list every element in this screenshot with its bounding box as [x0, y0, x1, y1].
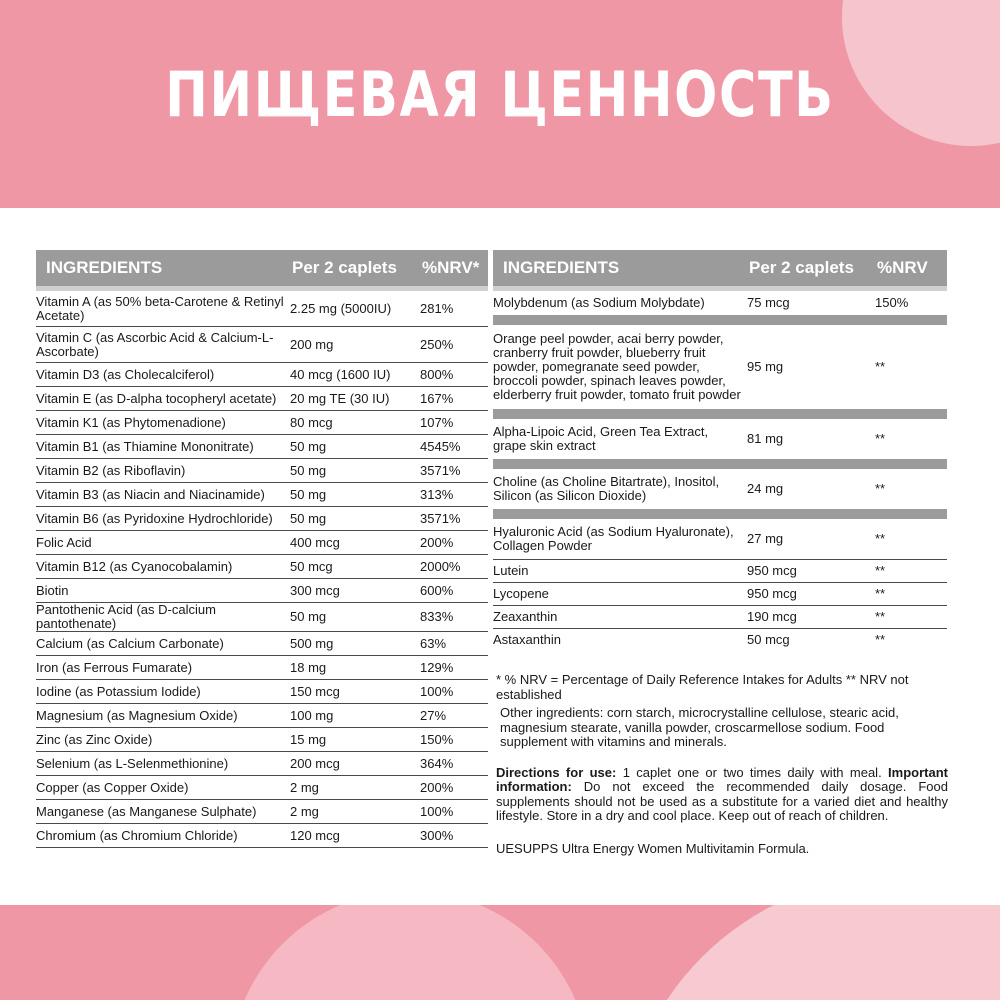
ingredient-cell: Vitamin B2 (as Riboflavin) — [36, 459, 288, 483]
table-row — [36, 531, 488, 555]
nrv-cell: 200% — [418, 776, 488, 800]
amount-cell: 81 mg — [745, 414, 873, 464]
ingredient-cell: Vitamin A (as 50% beta-Carotene & Retinyl Acetate) — [36, 289, 288, 327]
nrv-cell: 600% — [418, 579, 488, 603]
table-row — [36, 603, 488, 632]
nrv-cell: 313% — [418, 483, 488, 507]
directions-label: Directions for use: — [496, 764, 617, 780]
ingredient-cell: Vitamin B3 (as Niacin and Niacinamide) — [36, 483, 288, 507]
nrv-cell: 129% — [418, 656, 488, 680]
ingredient-cell: Alpha-Lipoic Acid, Green Tea Extract, grape skin extract — [493, 414, 745, 464]
table-row — [36, 824, 488, 848]
amount-cell: 20 mg TE (30 IU) — [288, 387, 418, 411]
nrv-cell: ** — [873, 583, 947, 606]
nrv-cell: ** — [873, 514, 947, 560]
ingredient-cell: Copper (as Copper Oxide) — [36, 776, 288, 800]
nrv-cell: ** — [873, 320, 947, 414]
nrv-cell: 100% — [418, 680, 488, 704]
nrv-cell: 4545% — [418, 435, 488, 459]
ingredient-cell: Vitamin B1 (as Thiamine Mononitrate) — [36, 435, 288, 459]
table-row — [36, 704, 488, 728]
table-row — [493, 514, 947, 560]
table-row — [36, 656, 488, 680]
nrv-cell: 281% — [418, 289, 488, 327]
ingredient-cell: Vitamin C (as Ascorbic Acid & Calcium-L-Ascorbate) — [36, 327, 288, 363]
table-row — [36, 459, 488, 483]
table-row — [36, 752, 488, 776]
nrv-cell: ** — [873, 464, 947, 514]
ingredient-cell: Lycopene — [493, 583, 745, 606]
table-row — [493, 464, 947, 514]
table-row — [36, 579, 488, 603]
amount-cell: 100 mg — [288, 704, 418, 728]
nrv-cell: ** — [873, 606, 947, 629]
nrv-cell: 27% — [418, 704, 488, 728]
nrv-cell: 364% — [418, 752, 488, 776]
table-row — [493, 629, 947, 652]
amount-cell: 400 mcg — [288, 531, 418, 555]
decorative-circle — [230, 905, 590, 1000]
table-header-row — [36, 250, 488, 289]
table-row — [493, 560, 947, 583]
ingredient-cell: Lutein — [493, 560, 745, 583]
nrv-cell: 167% — [418, 387, 488, 411]
nrv-cell: 833% — [418, 603, 488, 632]
amount-cell: 950 mcg — [745, 560, 873, 583]
amount-cell: 27 mg — [745, 514, 873, 560]
table-row — [36, 411, 488, 435]
header-banner — [0, 0, 1000, 208]
nrv-cell: 800% — [418, 363, 488, 387]
table-row — [493, 583, 947, 606]
nrv-cell: ** — [875, 632, 886, 647]
ingredient-cell: Iodine (as Potassium Iodide) — [36, 680, 288, 704]
amount-cell: 50 mcg — [288, 555, 418, 579]
table-row — [36, 289, 488, 327]
nrv-footnote: * % NRV = Percentage of Daily Reference Intakes for Adults ** NRV not established — [496, 672, 909, 702]
ingredient-cell: Hyaluronic Acid (as Sodium Hyaluronate), Collagen Powder — [493, 514, 745, 560]
table-row — [36, 680, 488, 704]
ingredient-cell: Pantothenic Acid (as D-calcium pantothenate) — [36, 603, 288, 632]
ingredient-cell: Vitamin D3 (as Cholecalciferol) — [36, 363, 288, 387]
ingredient-cell: Folic Acid — [36, 531, 288, 555]
table-row — [493, 606, 947, 629]
nrv-cell: 150% — [418, 728, 488, 752]
nrv-cell: 200% — [418, 531, 488, 555]
decorative-circle — [620, 905, 1000, 1000]
label-notes — [496, 673, 948, 856]
amount-cell: 190 mcg — [745, 606, 873, 629]
amount-cell: 50 mcg — [747, 632, 790, 647]
table-row — [36, 632, 488, 656]
nrv-cell: ** — [873, 414, 947, 464]
directions-text: 1 caplet one or two times daily with meal. — [616, 764, 889, 780]
amount-cell: 24 mg — [745, 464, 873, 514]
ingredient-cell: Biotin — [36, 579, 288, 603]
table-row — [36, 728, 488, 752]
ingredient-cell: Zinc (as Zinc Oxide) — [36, 728, 288, 752]
ingredient-cell: Vitamin E (as D-alpha tocopheryl acetate) — [36, 387, 288, 411]
ingredient-cell: Chromium (as Chromium Chloride) — [36, 824, 288, 848]
amount-cell: 2.25 mg (5000IU) — [288, 289, 418, 327]
table-row — [493, 414, 947, 464]
amount-cell: 150 mcg — [288, 680, 418, 704]
important-text: Do not exceed the recommended daily dosage. Food supplements should not be used as a substitute for a varied diet and healthy lifestyle. Store in a dry and cool place. Keep out of reach of children. — [496, 779, 948, 823]
nrv-cell: 250% — [418, 327, 488, 363]
ingredient-cell: Molybdenum (as Sodium Molybdate) — [493, 289, 745, 321]
amount-cell: 75 mcg — [745, 289, 873, 321]
nrv-cell: 107% — [418, 411, 488, 435]
amount-cell: 120 mcg — [288, 824, 418, 848]
amount-cell: 200 mcg — [288, 752, 418, 776]
table-row — [36, 800, 488, 824]
ingredient-cell: Astaxanthin — [493, 632, 561, 647]
nutrition-table-right — [493, 250, 947, 651]
nrv-cell: 100% — [418, 800, 488, 824]
amount-cell: 500 mg — [288, 632, 418, 656]
amount-cell: 80 mcg — [288, 411, 418, 435]
amount-cell: 50 mg — [288, 459, 418, 483]
column-header-amount: Per 2 caplets — [745, 250, 873, 289]
column-header-ingredients: INGREDIENTS — [36, 250, 288, 289]
ingredient-cell: Vitamin B6 (as Pyridoxine Hydrochloride) — [36, 507, 288, 531]
nrv-cell: 63% — [418, 632, 488, 656]
table-row — [36, 555, 488, 579]
table-row — [493, 289, 947, 321]
ingredient-cell: Calcium (as Calcium Carbonate) — [36, 632, 288, 656]
directions — [496, 766, 948, 824]
nrv-cell: 3571% — [418, 507, 488, 531]
amount-cell: 50 mg — [288, 435, 418, 459]
ingredient-cell: Vitamin K1 (as Phytomenadione) — [36, 411, 288, 435]
ingredient-cell: Vitamin B12 (as Cyanocobalamin) — [36, 555, 288, 579]
column-header-amount: Per 2 caplets — [288, 250, 418, 289]
amount-cell: 15 mg — [288, 728, 418, 752]
nrv-cell: 300% — [418, 824, 488, 848]
ingredient-cell: Magnesium (as Magnesium Oxide) — [36, 704, 288, 728]
amount-cell: 50 mg — [288, 603, 418, 632]
nrv-cell: 150% — [873, 289, 947, 321]
table-row — [36, 387, 488, 411]
amount-cell: 300 mcg — [288, 579, 418, 603]
amount-cell: 2 mg — [288, 776, 418, 800]
ingredient-cell: Orange peel powder, acai berry powder, cranberry fruit powder, blueberry fruit powder, pomegranate seed powder, broccoli powder, spinach leaves powder, elderberry fruit powder, tomato fruit powder — [493, 320, 745, 414]
ingredient-cell: Iron (as Ferrous Fumarate) — [36, 656, 288, 680]
table-row — [493, 320, 947, 414]
nrv-cell: 2000% — [418, 555, 488, 579]
ingredient-cell: Zeaxanthin — [493, 606, 745, 629]
amount-cell: 18 mg — [288, 656, 418, 680]
table-header-row — [493, 250, 947, 289]
column-header-nrv: %NRV — [873, 250, 947, 289]
amount-cell: 50 mg — [288, 507, 418, 531]
ingredient-cell: Manganese (as Manganese Sulphate) — [36, 800, 288, 824]
ingredient-cell: Choline (as Choline Bitartrate), Inositol, Silicon (as Silicon Dioxide) — [493, 464, 745, 514]
footer-banner — [0, 905, 1000, 1000]
important-label: Important information: — [496, 764, 948, 794]
table-row — [36, 776, 488, 800]
nutrition-table-left — [36, 250, 488, 848]
amount-cell: 200 mg — [288, 327, 418, 363]
table-row — [36, 483, 488, 507]
amount-cell: 40 mcg (1600 IU) — [288, 363, 418, 387]
other-ingredients: Other ingredients: corn starch, microcrystalline cellulose, stearic acid, magnesium stearate, vanilla powder, croscarmellose sodium. Food supplement with vitamins and minerals. — [500, 705, 899, 749]
column-header-ingredients: INGREDIENTS — [493, 250, 745, 289]
amount-cell: 950 mcg — [745, 583, 873, 606]
amount-cell: 2 mg — [288, 800, 418, 824]
nrv-cell: ** — [873, 560, 947, 583]
table-row — [36, 507, 488, 531]
table-row — [36, 435, 488, 459]
table-row — [36, 363, 488, 387]
page-title: ПИЩЕВАЯ ЦЕННОСТЬ — [165, 58, 835, 131]
amount-cell: 95 mg — [745, 320, 873, 414]
column-header-nrv: %NRV* — [418, 250, 488, 289]
nrv-cell: 3571% — [418, 459, 488, 483]
product-name: UESUPPS Ultra Energy Women Multivitamin Formula. — [496, 840, 810, 856]
amount-cell: 50 mg — [288, 483, 418, 507]
table-row — [36, 327, 488, 363]
ingredient-cell: Selenium (as L-Selenmethionine) — [36, 752, 288, 776]
